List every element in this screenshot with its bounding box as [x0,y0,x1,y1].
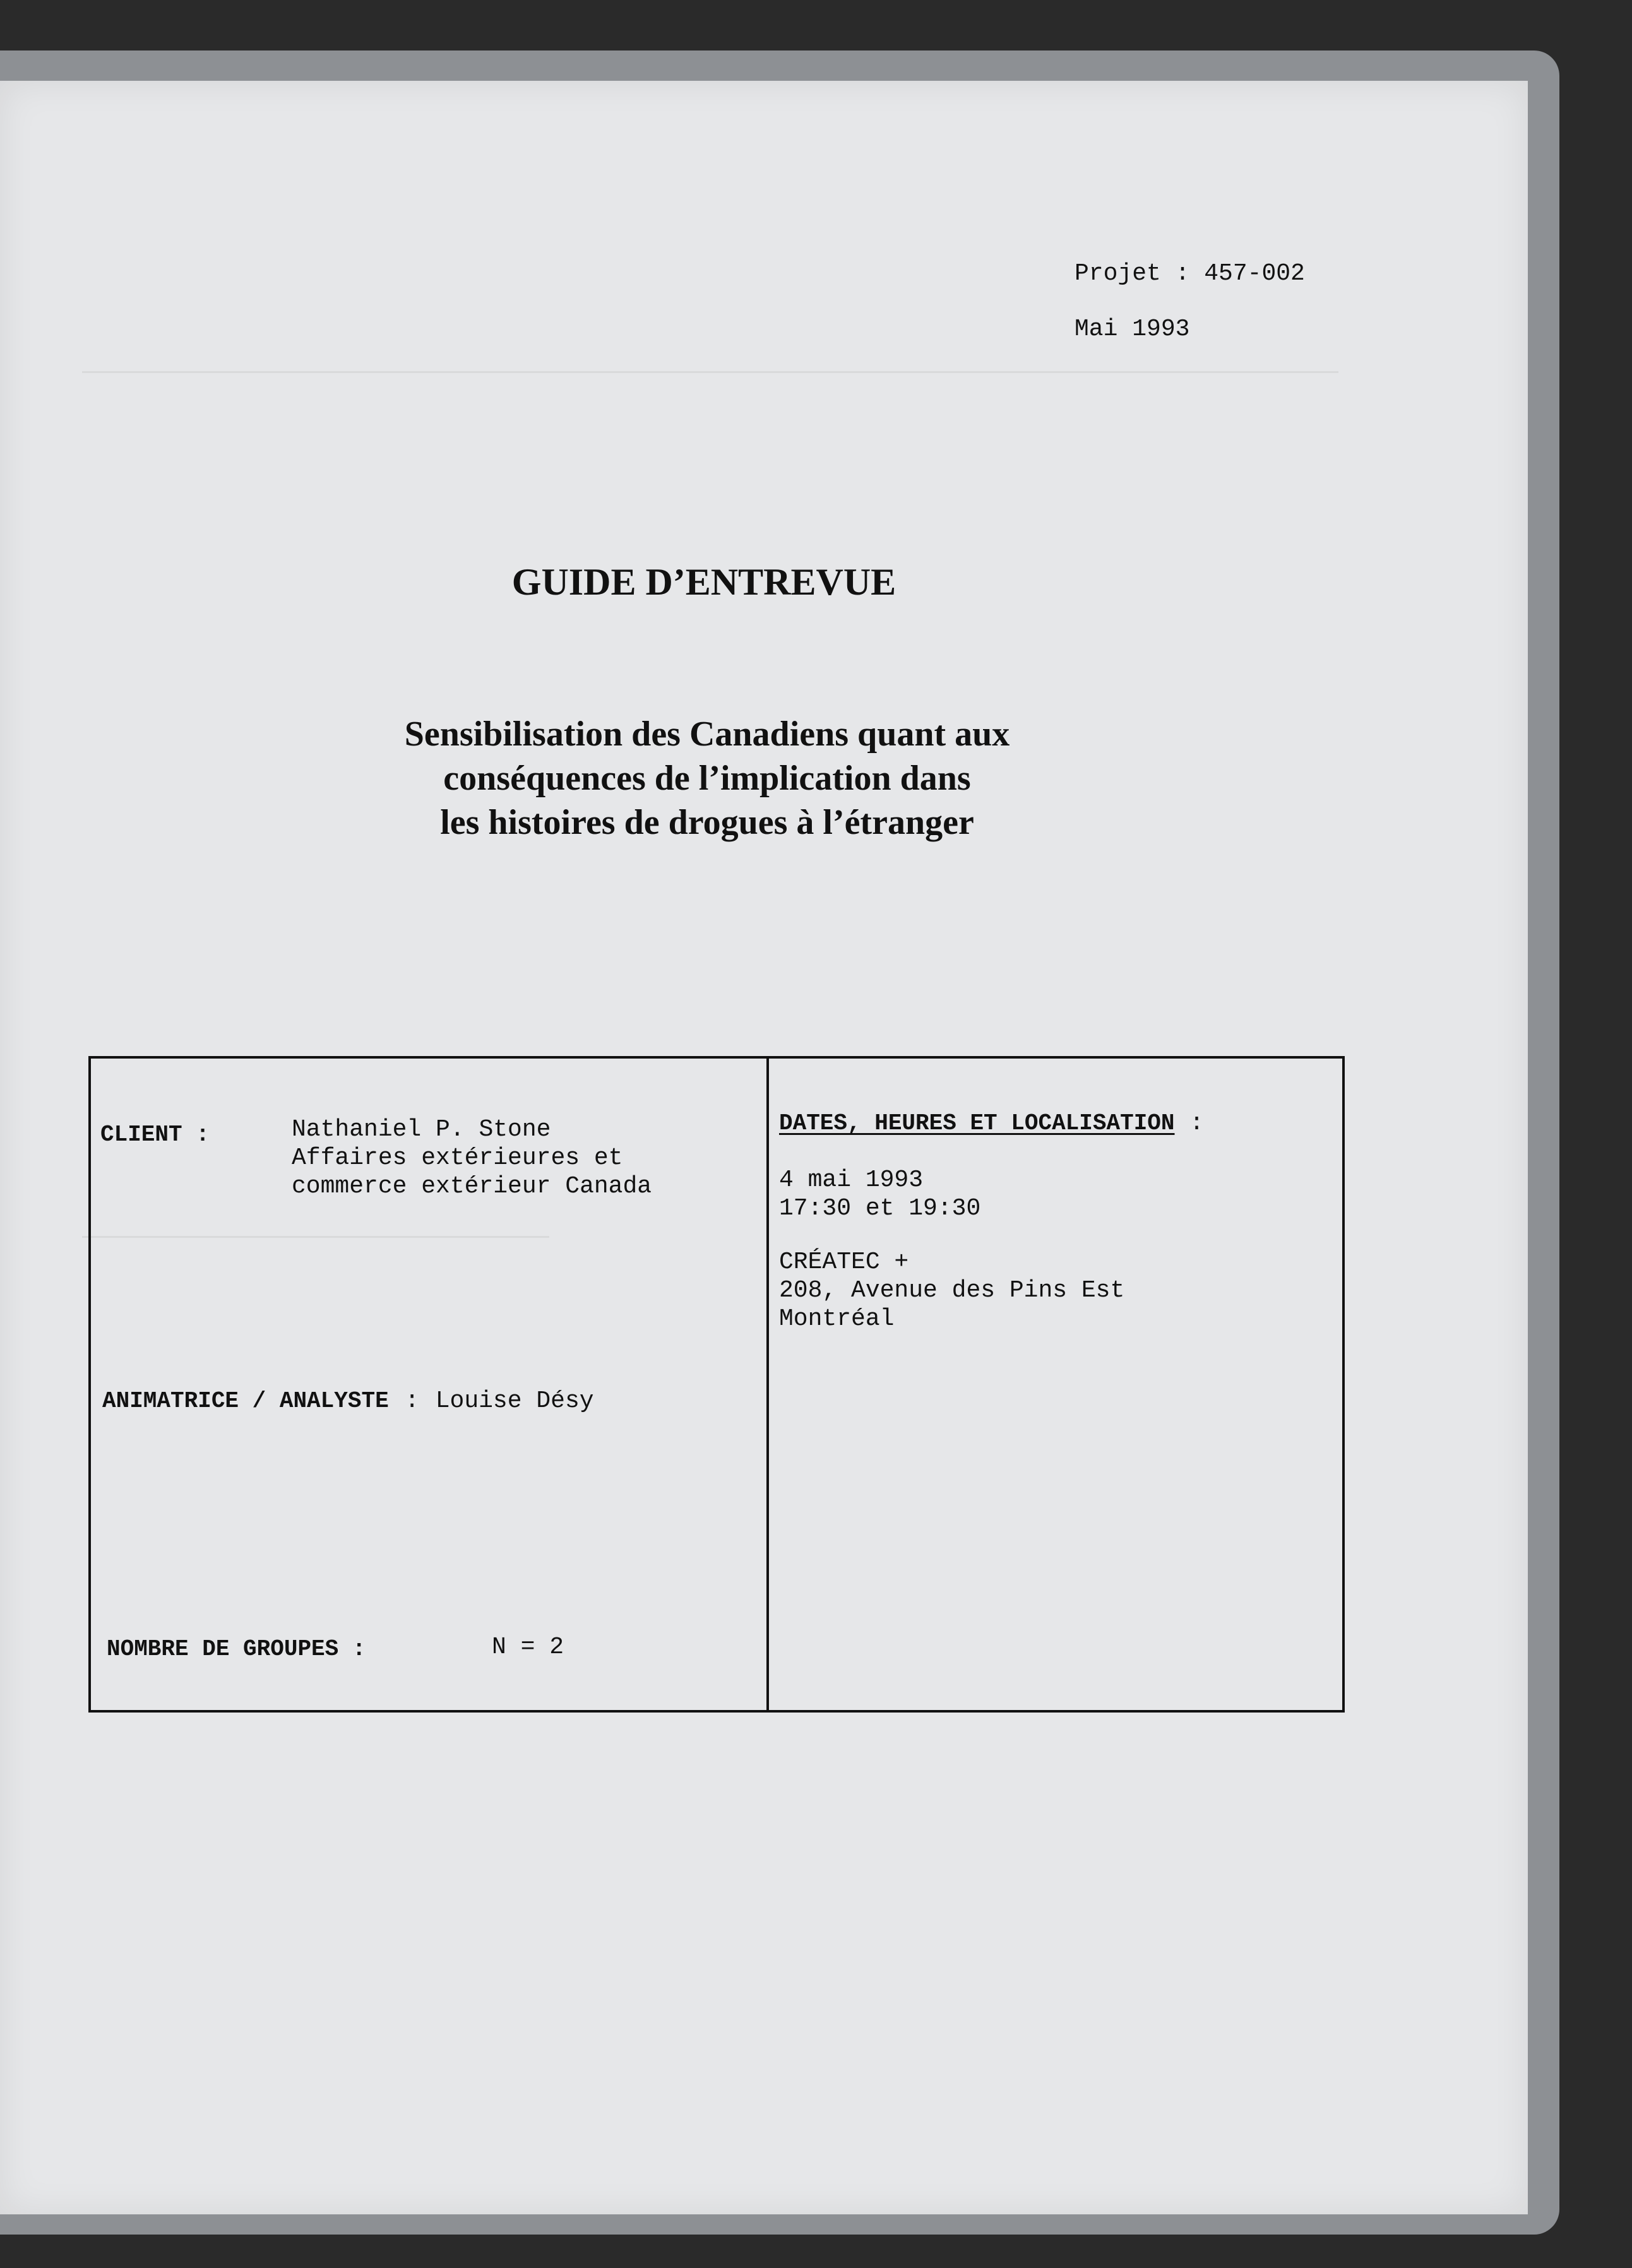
column-divider [766,1059,769,1710]
dates-header-row [779,1109,1204,1137]
project-number: Projet : 457-002 [1075,260,1305,287]
subtitle-line: conséquences de l’implication dans [443,759,971,798]
moderator-separator: : [405,1387,420,1415]
client-name: Nathaniel P. Stone [292,1116,551,1143]
session-date: 4 mai 1993 [779,1167,924,1194]
subtitle-line: Sensibilisation des Canadiens quant aux [404,715,1010,754]
moderator-label: ANIMATRICE / ANALYSTE [102,1388,389,1414]
client-organization: commerce extérieur Canada [292,1173,652,1200]
page-title: GUIDE D’ENTREVUE [511,561,896,603]
client-label: CLIENT : [100,1122,210,1148]
location-name: CRÉATEC + [779,1249,909,1276]
session-location [779,1248,1124,1333]
dates-section-separator: : [1189,1110,1204,1137]
dates-section-label: DATES, HEURES ET LOCALISATION [779,1110,1175,1136]
moderator-name: Louise Désy [435,1387,594,1415]
session-schedule [779,1166,980,1223]
location-city: Montréal [779,1305,895,1333]
study-subtitle [76,712,1338,845]
document-page [0,81,1528,2214]
bleed-through-rule [82,371,1338,373]
group-count-value: N = 2 [492,1634,564,1661]
moderator-row [102,1387,594,1415]
study-info-box [88,1056,1345,1713]
session-times: 17:30 et 19:30 [779,1195,981,1222]
subtitle-line: les histoires de drogues à l’étranger [440,803,974,842]
client-organization: Affaires extérieures et [292,1144,623,1172]
group-count-label: NOMBRE DE GROUPES : [107,1636,366,1662]
client-details [292,1115,652,1201]
location-address: 208, Avenue des Pins Est [779,1277,1125,1304]
document-date: Mai 1993 [1075,316,1190,343]
